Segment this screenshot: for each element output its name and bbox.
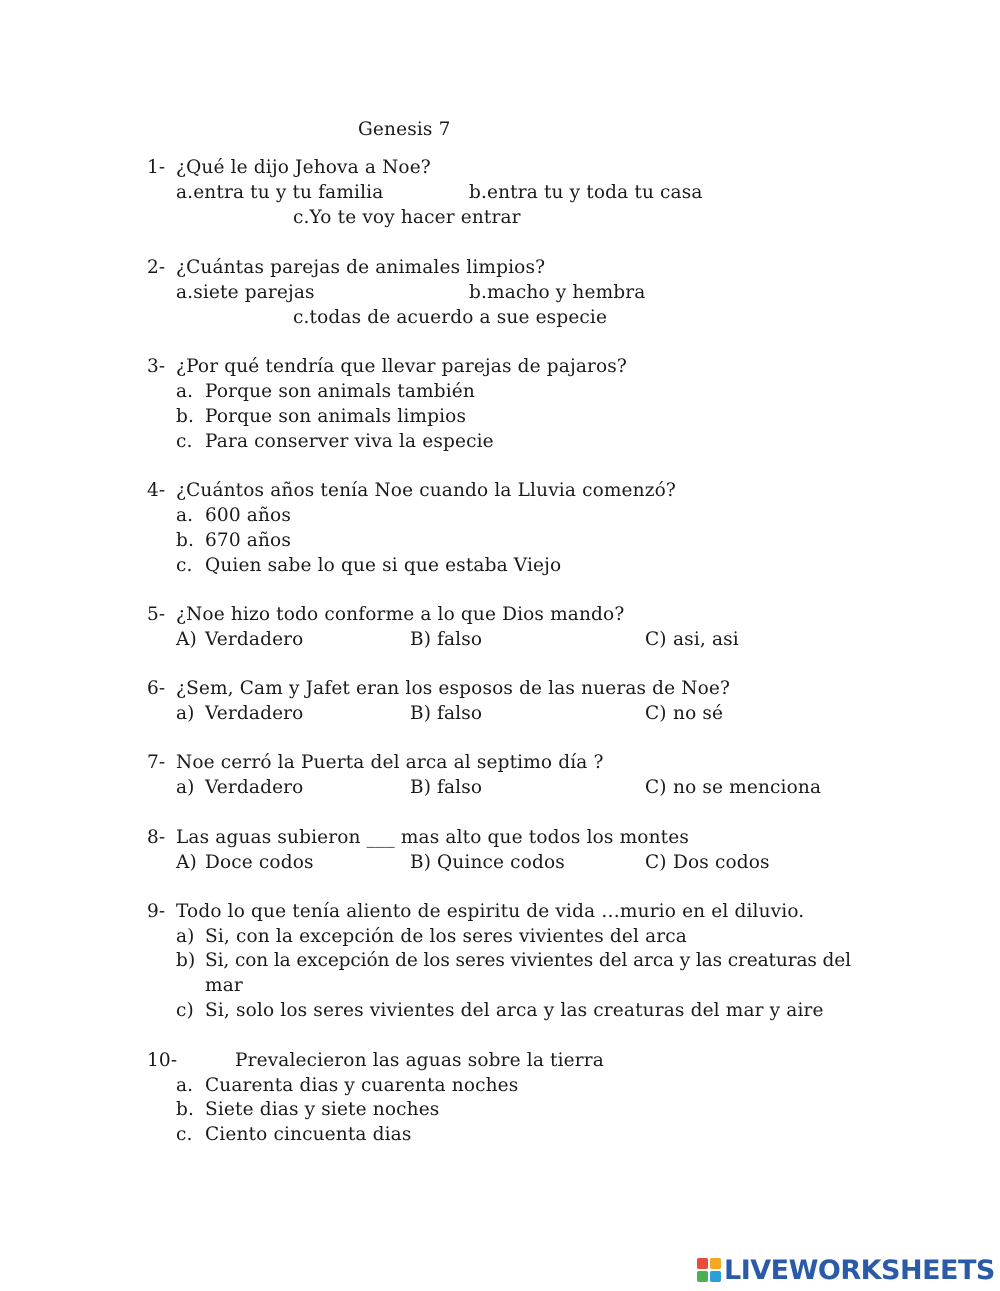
option-label: a) <box>176 703 195 724</box>
option-b[interactable]: b.macho y hembra <box>469 282 646 303</box>
question-number: 10- <box>147 1050 178 1071</box>
option-text: falso <box>437 629 483 650</box>
option-label: a. <box>176 505 194 526</box>
option-text: Si, con la excepción de los seres vivientes del arca <box>205 926 687 947</box>
option-text: Quince codos <box>437 852 565 873</box>
question-number: 3- <box>147 356 166 377</box>
question-number: 4- <box>147 480 166 501</box>
option-a[interactable]: a.entra tu y tu familia <box>176 182 384 203</box>
question-number: 5- <box>147 604 166 625</box>
option-text: asi, asi <box>673 629 739 650</box>
brand-text: LIVEWORKSHEETS <box>724 1254 995 1286</box>
option-text: Dos codos <box>673 852 770 873</box>
option-label: C) <box>645 629 667 650</box>
option-c[interactable]: c.Yo te voy hacer entrar <box>293 207 521 228</box>
question-text: ¿Noe hizo todo conforme a lo que Dios mando? <box>176 604 625 625</box>
option-text: Quien sabe lo que si que estaba Viejo <box>205 555 562 576</box>
logo-blocks-icon <box>697 1258 721 1282</box>
question-text: ¿Qué le dijo Jehova a Noe? <box>176 157 431 178</box>
option-label: c) <box>176 1000 194 1021</box>
question-text: ¿Cuántas parejas de animales limpios? <box>176 257 546 278</box>
page-title: Genesis 7 <box>358 119 451 140</box>
option-c[interactable]: c.todas de acuerdo a sue especie <box>293 307 608 328</box>
question-text: Todo lo que tenía aliento de espiritu de vida …murio en el diluvio. <box>176 901 805 922</box>
question-number: 7- <box>147 752 166 773</box>
option-label: B) <box>410 852 432 873</box>
option-text: Siete dias y siete noches <box>205 1099 440 1120</box>
option-text: Si, solo los seres vivientes del arca y las creaturas del mar y aire <box>205 1000 824 1021</box>
option-a[interactable]: a.siete parejas <box>176 282 315 303</box>
option-label: B) <box>410 703 432 724</box>
option-label: C) <box>645 777 667 798</box>
option-label: C) <box>645 852 667 873</box>
option-text: 600 años <box>205 505 291 526</box>
logo-block-i <box>710 1258 721 1269</box>
question-number: 9- <box>147 901 166 922</box>
option-label: a) <box>176 777 195 798</box>
question-text: Prevalecieron las aguas sobre la tierra <box>235 1050 604 1071</box>
option-label: a. <box>176 381 194 402</box>
option-label: A) <box>176 852 197 873</box>
question-text: Noe cerró la Puerta del arca al septimo día ? <box>176 752 604 773</box>
option-text: Verdadero <box>205 703 304 724</box>
question-text: ¿Sem, Cam y Jafet eran los esposos de las nueras de Noe? <box>176 678 731 699</box>
option-text: 670 años <box>205 530 291 551</box>
option-text: Si, con la excepción de los seres vivientes del arca y las creaturas del <box>205 950 851 971</box>
logo-block-l <box>697 1258 708 1269</box>
option-text: Cuarenta dias y cuarenta noches <box>205 1075 519 1096</box>
question-text: Las aguas subieron ___ mas alto que todos los montes <box>176 827 689 848</box>
option-label: b. <box>176 1099 195 1120</box>
option-text: Porque son animals también <box>205 381 475 402</box>
option-label: B) <box>410 629 432 650</box>
question-number: 2- <box>147 257 166 278</box>
option-text: falso <box>437 777 483 798</box>
option-text: Para conserver viva la especie <box>205 431 494 452</box>
option-text: no se menciona <box>673 777 822 798</box>
option-label: A) <box>176 629 197 650</box>
option-label: c. <box>176 555 193 576</box>
option-text: Porque son animals limpios <box>205 406 467 427</box>
option-label: b. <box>176 406 195 427</box>
option-text: Verdadero <box>205 777 304 798</box>
option-label: c. <box>176 1124 193 1145</box>
logo-block-e <box>710 1271 721 1282</box>
option-text-continued: mar <box>205 975 243 996</box>
question-text: ¿Cuántos años tenía Noe cuando la Lluvia comenzó? <box>176 480 676 501</box>
question-text: ¿Por qué tendría que llevar parejas de pajaros? <box>176 356 628 377</box>
option-label: c. <box>176 431 193 452</box>
logo-block-v <box>697 1271 708 1282</box>
question-number: 1- <box>147 157 166 178</box>
option-label: a. <box>176 1075 194 1096</box>
option-text: falso <box>437 703 483 724</box>
liveworksheets-logo <box>697 1254 995 1286</box>
option-label: b. <box>176 530 195 551</box>
question-number: 8- <box>147 827 166 848</box>
option-label: b) <box>176 950 196 971</box>
question-number: 6- <box>147 678 166 699</box>
option-label: C) <box>645 703 667 724</box>
option-b[interactable]: b.entra tu y toda tu casa <box>469 182 703 203</box>
option-label: a) <box>176 926 195 947</box>
option-text: Doce codos <box>205 852 314 873</box>
option-label: B) <box>410 777 432 798</box>
option-text: Ciento cincuenta dias <box>205 1124 412 1145</box>
option-text: Verdadero <box>205 629 304 650</box>
option-text: no sé <box>673 703 724 724</box>
